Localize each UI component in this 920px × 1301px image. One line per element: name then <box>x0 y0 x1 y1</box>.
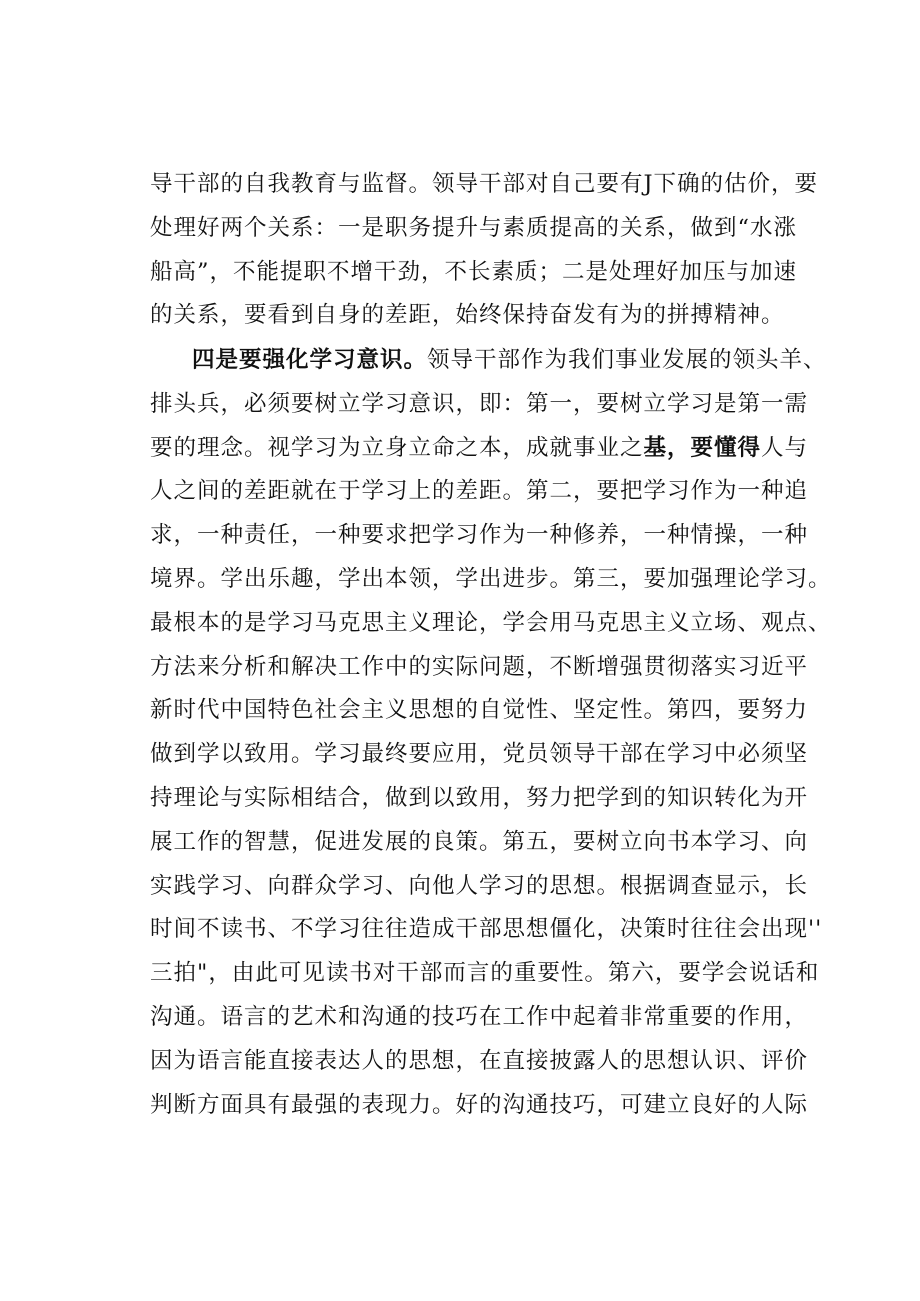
paragraph-2-lead-heading: 四是要强化学习意识。 <box>192 347 428 373</box>
paragraph-1-line: 处理好两个关系：一是职务提升与素质提高的关系，做到“水涨 <box>150 214 798 241</box>
paragraph-2-line: 人之间的差距就在于学习上的差距。第二，要把学习作为一种追 <box>150 478 809 505</box>
paragraph-2-line: 境界。学出乐趣，学出本领，学出进步。第三，要加强理论学习。 <box>150 565 832 592</box>
paragraph-2-line: 判断方面具有最强的表现力。好的沟通技巧，可建立良好的人际 <box>150 1091 809 1118</box>
paragraph-2-line-text: 人与 <box>761 434 809 461</box>
paragraph-2-first-line <box>150 339 827 383</box>
paragraph-2-line: 方法来分析和解决工作中的实际问题，不断增强贯彻落实习近平 <box>150 653 809 680</box>
paragraph-2-line: 时间不读书、不学习往往造成干部思想僵化，决策时往往会出现'' <box>150 916 823 943</box>
paragraph-2-line: 最根本的是学习马克思主义理论，学会用马克思主义立场、观点、 <box>150 609 832 636</box>
paragraph-1 <box>150 163 819 338</box>
paragraph-2-line: 实践学习、向群众学习、向他人学习的思想。根据调查显示，长 <box>150 872 809 899</box>
paragraph-2-line: 持理论与实际相结合，做到以致用，努力把学到的知识转化为开 <box>150 784 809 811</box>
paragraph-2-line <box>150 427 809 471</box>
paragraph-2 <box>150 339 832 1127</box>
paragraph-2-line: 因为语言能直接表达人的思想，在直接披露人的思想认识、评价 <box>150 1047 809 1074</box>
paragraph-1-line: 船高”，不能提职不增干劲，不长素质；二是处理好加压与加速 <box>150 258 798 285</box>
paragraph-1-line: 导干部的自我教育与监督。领导干部对自己要有J下确的估价，要 <box>150 171 819 197</box>
paragraph-2-line: 做到学以致用。学习最终要应用，党员领导干部在学习中必须坚 <box>150 741 809 768</box>
paragraph-2-line: 三拍"，由此可见读书对干部而言的重要性。第六，要学会说话和 <box>150 960 820 987</box>
paragraph-2-line: 排头兵，必须要树立学习意识，即：第一，要树立学习是第一需 <box>150 390 809 417</box>
paragraph-2-line: 新时代中国特色社会主义思想的自觉性、坚定性。第四，要努力 <box>150 697 809 724</box>
paragraph-2-line: 展工作的智慧，促进发展的良策。第五，要树立向书本学习、向 <box>150 828 809 855</box>
paragraph-1-line: 的关系，要看到自身的差距，始终保持奋发有为的拼搏精神。 <box>150 302 785 329</box>
paragraph-2-bold-text: 基，要懂得 <box>643 434 762 461</box>
paragraph-2-line: 求，一种责任，一种要求把学习作为一种修养，一种情操，一种 <box>150 522 809 549</box>
paragraph-2-line: 沟通。语言的艺术和沟通的技巧在工作中起着非常重要的作用， <box>150 1003 809 1030</box>
paragraph-2-first-line-text: 领导干部作为我们事业发展的领头羊、 <box>427 347 827 373</box>
paragraph-2-line-text: 要的理念。视学习为立身立命之本，成就事业之 <box>150 434 644 461</box>
